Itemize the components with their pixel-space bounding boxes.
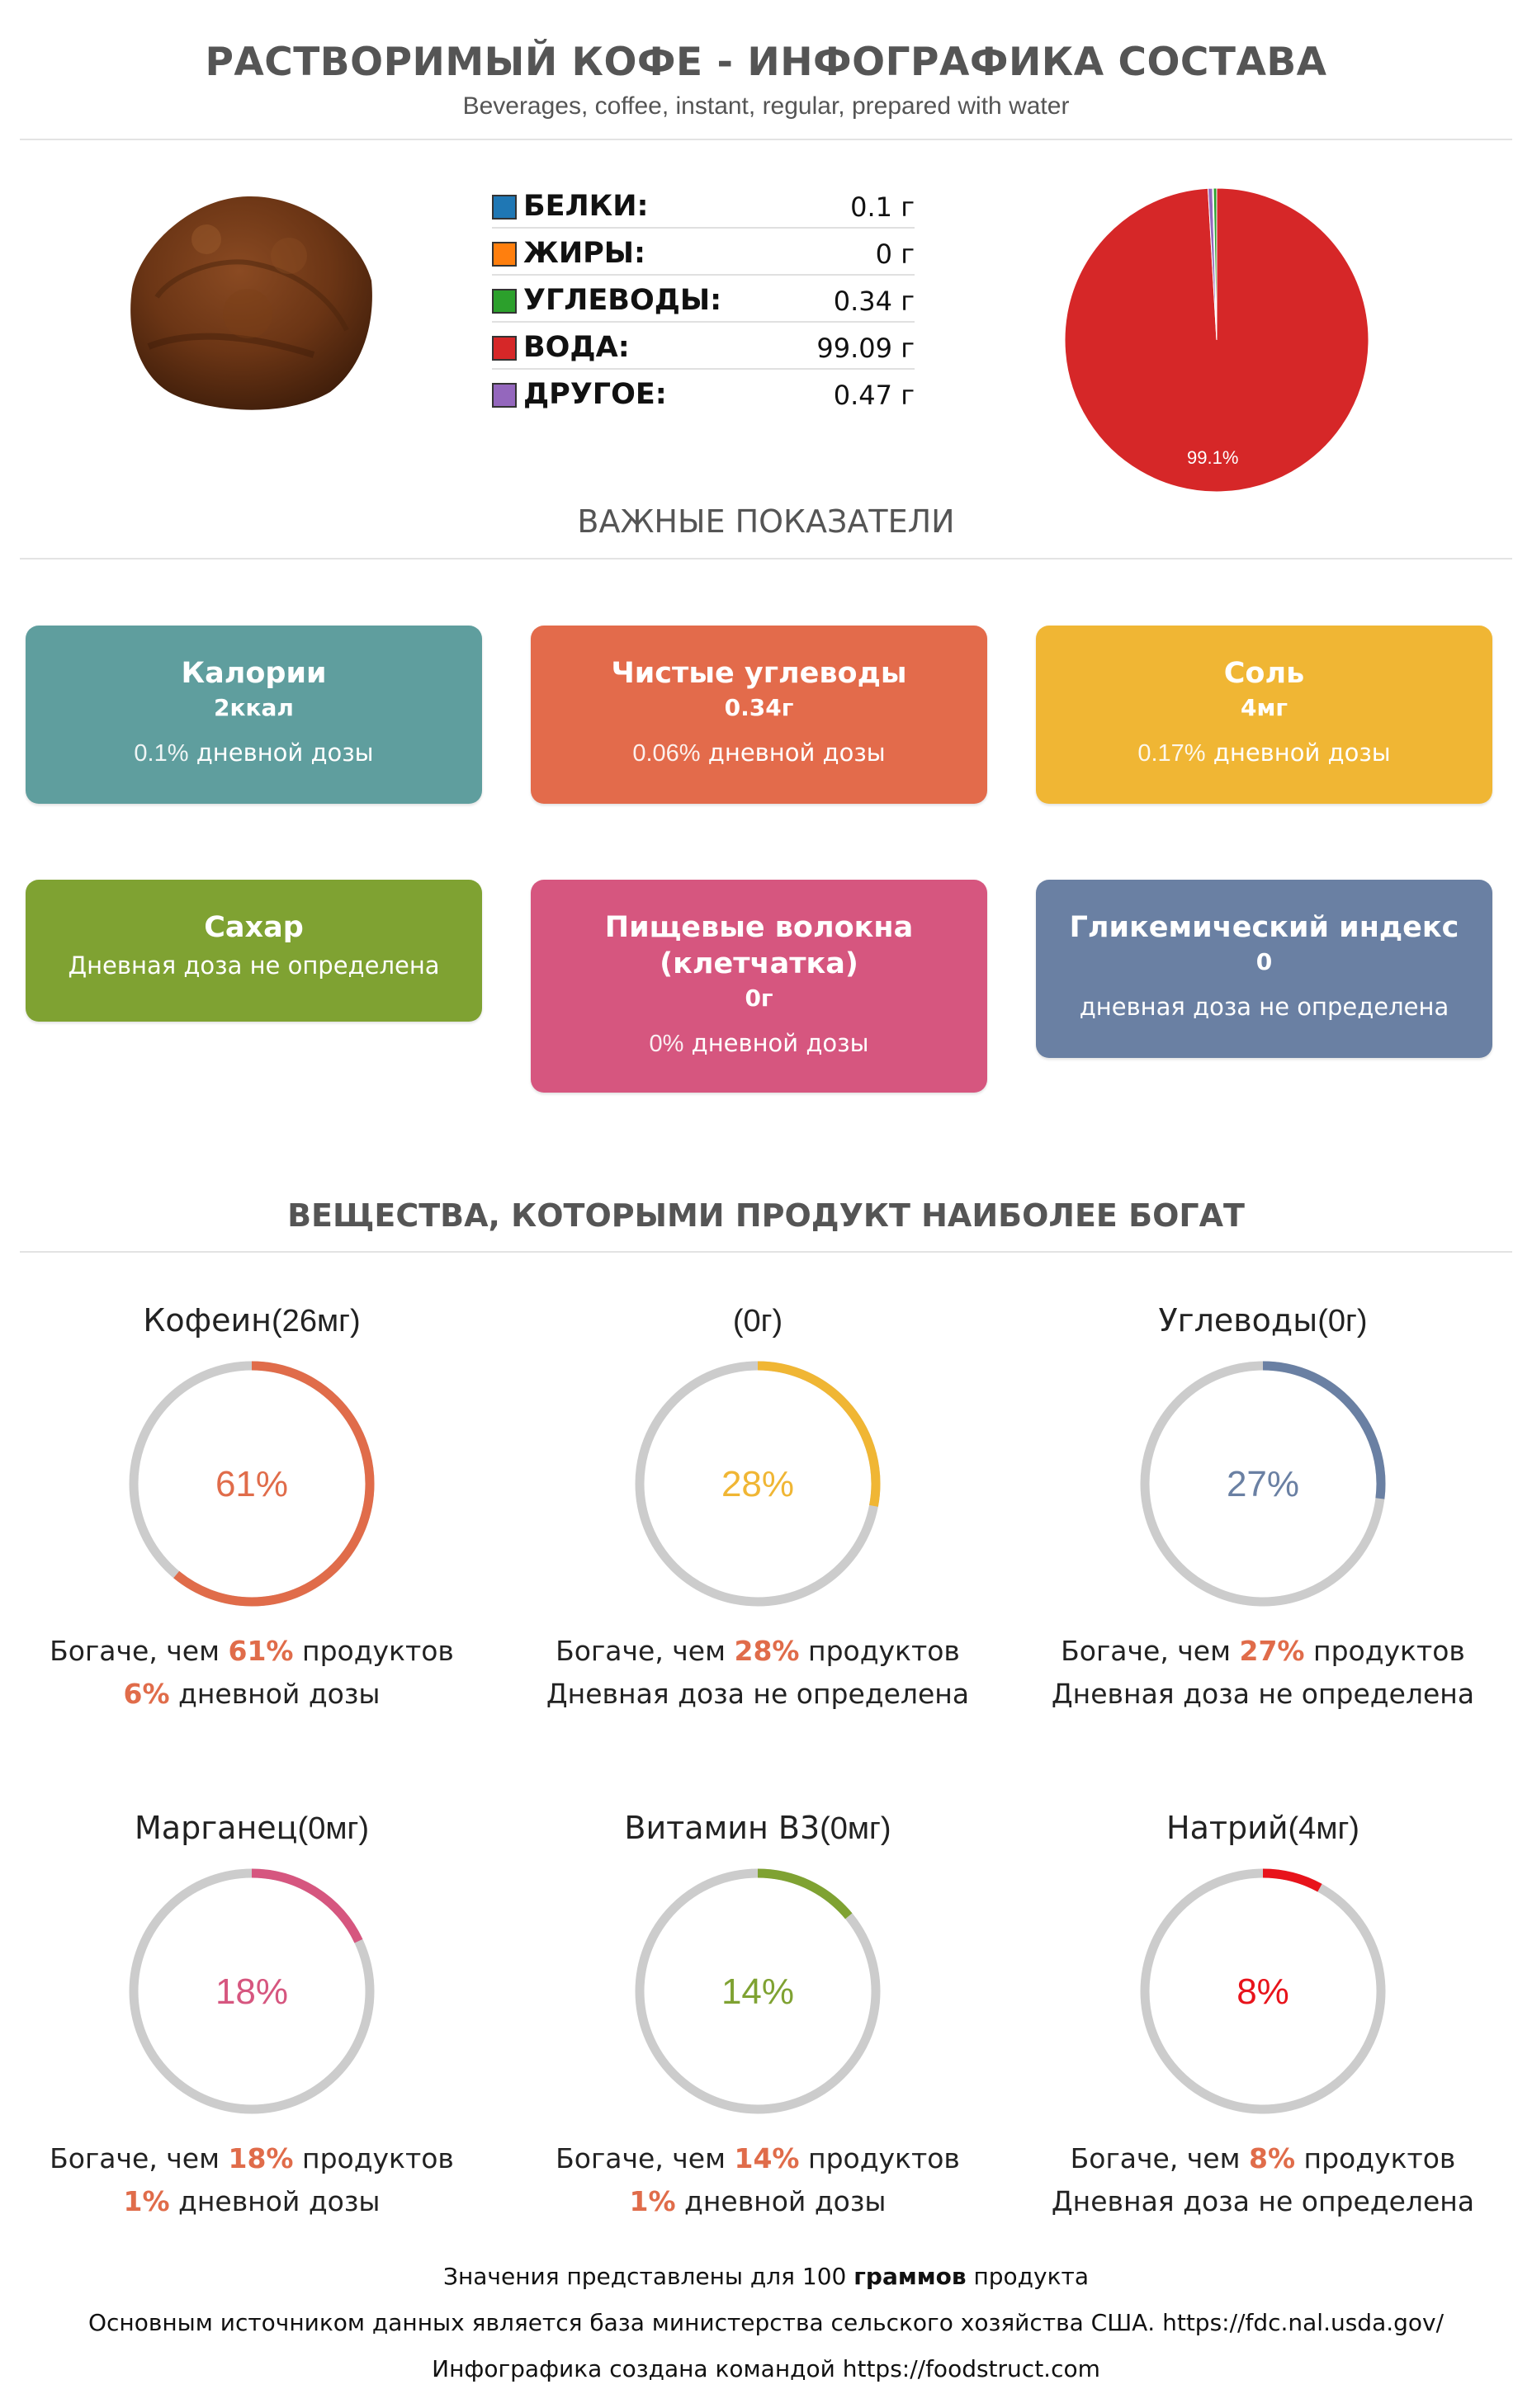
divider — [20, 1251, 1512, 1253]
ring-chart — [1135, 1356, 1391, 1612]
ring-title — [510, 1300, 1005, 1341]
nutrient-ring-block — [4, 1807, 499, 2223]
indicator-card — [26, 626, 482, 804]
card-value: 0г — [745, 984, 773, 1012]
indicator-card — [531, 880, 987, 1093]
coffee-powder-image — [124, 190, 376, 417]
ring-title — [4, 1300, 499, 1341]
card-daily-text: дневной дозы — [700, 739, 886, 767]
daily-text: Дневная доза не определена — [1051, 1678, 1475, 1710]
ring-title — [1015, 1807, 1511, 1848]
ring-nutrient-name: Витамин B3 — [624, 1810, 820, 1846]
footer-credit: Инфографика создана командой https://foodstruct.com — [432, 2355, 1100, 2382]
composition-value: 0 г — [875, 238, 915, 270]
indicator-card — [531, 626, 987, 804]
ring-nutrient-name: Кофеин — [143, 1302, 272, 1339]
legend-swatch — [492, 383, 517, 408]
composition-value: 99.09 г — [816, 333, 915, 364]
ring-nutrient-name: Марганец — [135, 1810, 298, 1846]
ring-nutrient-amount: (26мг) — [272, 1304, 361, 1339]
pie-label: 99.1% — [1187, 447, 1239, 468]
ring-daily-text — [4, 1673, 499, 1716]
ring-percent-label: 61% — [215, 1464, 289, 1504]
composition-row — [492, 276, 915, 323]
page-title: РАСТВОРИМЫЙ КОФЕ - ИНФОГРАФИКА СОСТАВА — [205, 40, 1327, 85]
page-subtitle: Beverages, coffee, instant, regular, prepared with water — [462, 92, 1070, 120]
daily-percent: 1% — [629, 2185, 676, 2217]
richer-prefix: Богаче, чем — [1061, 1635, 1240, 1667]
card-daily — [1036, 990, 1492, 1023]
composition-row — [492, 229, 915, 276]
footer-basis-prefix: Значения представлены для 100 — [443, 2263, 854, 2290]
daily-percent: 1% — [123, 2185, 170, 2217]
card-daily-text: дневной дозы — [683, 1029, 869, 1057]
footer-basis-unit: граммов — [853, 2263, 967, 2290]
daily-percent: 6% — [123, 1678, 170, 1710]
card-daily-percent: 0% — [649, 1031, 684, 1057]
richer-suffix: продуктов — [799, 2142, 960, 2174]
indicator-card — [1036, 880, 1492, 1058]
card-daily-text: дневной дозы — [1205, 739, 1391, 767]
ring-richer-text — [510, 2137, 1005, 2180]
ring-nutrient-amount: (0г) — [1317, 1304, 1368, 1339]
ring-title — [510, 1807, 1005, 1848]
daily-text: Дневная доза не определена — [1051, 2185, 1475, 2217]
nutrient-ring-block — [4, 1300, 499, 1716]
card-daily — [1036, 736, 1492, 770]
composition-label: ВОДА: — [523, 331, 630, 364]
card-daily — [26, 949, 482, 982]
card-daily-percent: 0.1% — [134, 740, 189, 767]
ring-percent-label: 18% — [215, 1971, 289, 2012]
ring-daily-text — [4, 2180, 499, 2223]
ring-chart — [630, 1863, 886, 2119]
ring-chart — [630, 1356, 886, 1612]
nutrient-ring-block — [510, 1807, 1005, 2223]
composition-value: 0.34 г — [833, 286, 915, 317]
daily-text: дневной дозы — [169, 2185, 381, 2217]
card-title: Гликемический индекс — [1069, 911, 1459, 944]
card-daily — [26, 736, 482, 770]
richer-percent: 18% — [228, 2142, 294, 2174]
rich-substances-title: ВЕЩЕСТВА, КОТОРЫМИ ПРОДУКТ НАИБОЛЕЕ БОГАТ — [287, 1197, 1245, 1234]
composition-table — [492, 182, 915, 415]
ring-percent-label: 28% — [721, 1464, 795, 1504]
richer-percent: 28% — [734, 1635, 800, 1667]
richer-suffix: продуктов — [799, 1635, 960, 1667]
ring-nutrient-amount: (0г) — [732, 1304, 783, 1339]
legend-swatch — [492, 195, 517, 220]
ring-percent-label: 27% — [1226, 1464, 1300, 1504]
indicator-card — [1036, 626, 1492, 804]
divider — [20, 139, 1512, 140]
composition-row — [492, 370, 915, 415]
richer-suffix: продуктов — [1304, 1635, 1465, 1667]
card-value: 4мг — [1241, 694, 1288, 721]
ring-chart — [124, 1863, 380, 2119]
ring-richer-text — [510, 1630, 1005, 1673]
ring-title — [1015, 1300, 1511, 1341]
card-daily-text: Дневная доза не определена — [68, 951, 440, 980]
card-daily-percent: 0.06% — [632, 740, 701, 767]
ring-richer-text — [1015, 1630, 1511, 1673]
richer-suffix: продуктов — [293, 1635, 454, 1667]
richer-percent: 27% — [1239, 1635, 1305, 1667]
legend-swatch — [492, 289, 517, 314]
richer-suffix: продуктов — [293, 2142, 454, 2174]
card-title: Сахар — [204, 911, 304, 944]
card-title: Чистые углеводы — [611, 657, 907, 690]
ring-percent-label: 14% — [721, 1971, 795, 2012]
composition-value: 0.1 г — [850, 191, 915, 223]
card-value: 0.34г — [724, 694, 794, 721]
composition-label: УГЛЕВОДЫ: — [523, 284, 722, 317]
composition-label: ЖИРЫ: — [523, 237, 646, 270]
card-daily — [531, 1027, 987, 1060]
ring-daily-text — [510, 2180, 1005, 2223]
richer-prefix: Богаче, чем — [50, 2142, 229, 2174]
richer-prefix: Богаче, чем — [1070, 2142, 1249, 2174]
daily-text: дневной дозы — [169, 1678, 381, 1710]
indicator-card — [26, 880, 482, 1022]
composition-row — [492, 182, 915, 229]
card-title: Соль — [1223, 657, 1305, 690]
nutrient-ring-block — [1015, 1807, 1511, 2223]
nutrient-ring-block — [1015, 1300, 1511, 1716]
ring-daily-text — [1015, 1673, 1511, 1716]
legend-swatch — [492, 336, 517, 361]
ring-chart — [124, 1356, 380, 1612]
divider — [20, 558, 1512, 560]
card-value: 0 — [1255, 948, 1273, 975]
card-value: 2ккал — [214, 694, 294, 721]
composition-label: ДРУГОЕ: — [523, 378, 667, 411]
nutrient-ring-block — [510, 1300, 1005, 1716]
card-title: Пищевые волокна (клетчатка) — [604, 911, 914, 980]
footer-source: Основным источником данных является база министерства сельского хозяйства США. https://fdc.nal.usda.gov/ — [87, 2309, 1445, 2336]
richer-percent: 8% — [1248, 2142, 1296, 2174]
ring-daily-text — [1015, 2180, 1511, 2223]
card-daily — [531, 736, 987, 770]
composition-value: 0.47 г — [833, 380, 915, 411]
richer-prefix: Богаче, чем — [556, 2142, 735, 2174]
richer-percent: 61% — [228, 1635, 294, 1667]
composition-row — [492, 323, 915, 370]
legend-swatch — [492, 242, 517, 267]
card-daily-percent: 0.17% — [1137, 740, 1206, 767]
ring-richer-text — [4, 1630, 499, 1673]
ring-percent-label: 8% — [1236, 1971, 1289, 2012]
card-daily-text: дневная доза не определена — [1079, 993, 1449, 1021]
ring-nutrient-amount: (0мг) — [820, 1811, 891, 1846]
ring-nutrient-name: Углеводы — [1158, 1302, 1318, 1339]
footer-basis — [0, 2263, 1532, 2290]
richer-percent: 14% — [734, 2142, 800, 2174]
ring-richer-text — [4, 2137, 499, 2180]
ring-nutrient-amount: (4мг) — [1288, 1811, 1359, 1846]
richer-suffix: продуктов — [1295, 2142, 1456, 2174]
richer-prefix: Богаче, чем — [50, 1635, 229, 1667]
ring-richer-text — [1015, 2137, 1511, 2180]
ring-nutrient-amount: (0мг) — [297, 1811, 369, 1846]
ring-title — [4, 1807, 499, 1848]
ring-nutrient-name: Натрий — [1166, 1810, 1288, 1846]
daily-text: Дневная доза не определена — [546, 1678, 970, 1710]
card-daily-text: дневной дозы — [188, 739, 374, 767]
composition-label: БЕЛКИ: — [523, 190, 649, 223]
card-title: Калории — [181, 657, 327, 690]
footer-basis-suffix: продукта — [966, 2263, 1089, 2290]
ring-daily-text — [510, 1673, 1005, 1716]
daily-text: дневной дозы — [675, 2185, 887, 2217]
ring-chart — [1135, 1863, 1391, 2119]
important-indicators-title: ВАЖНЫЕ ПОКАЗАТЕЛИ — [577, 503, 955, 540]
richer-prefix: Богаче, чем — [556, 1635, 735, 1667]
